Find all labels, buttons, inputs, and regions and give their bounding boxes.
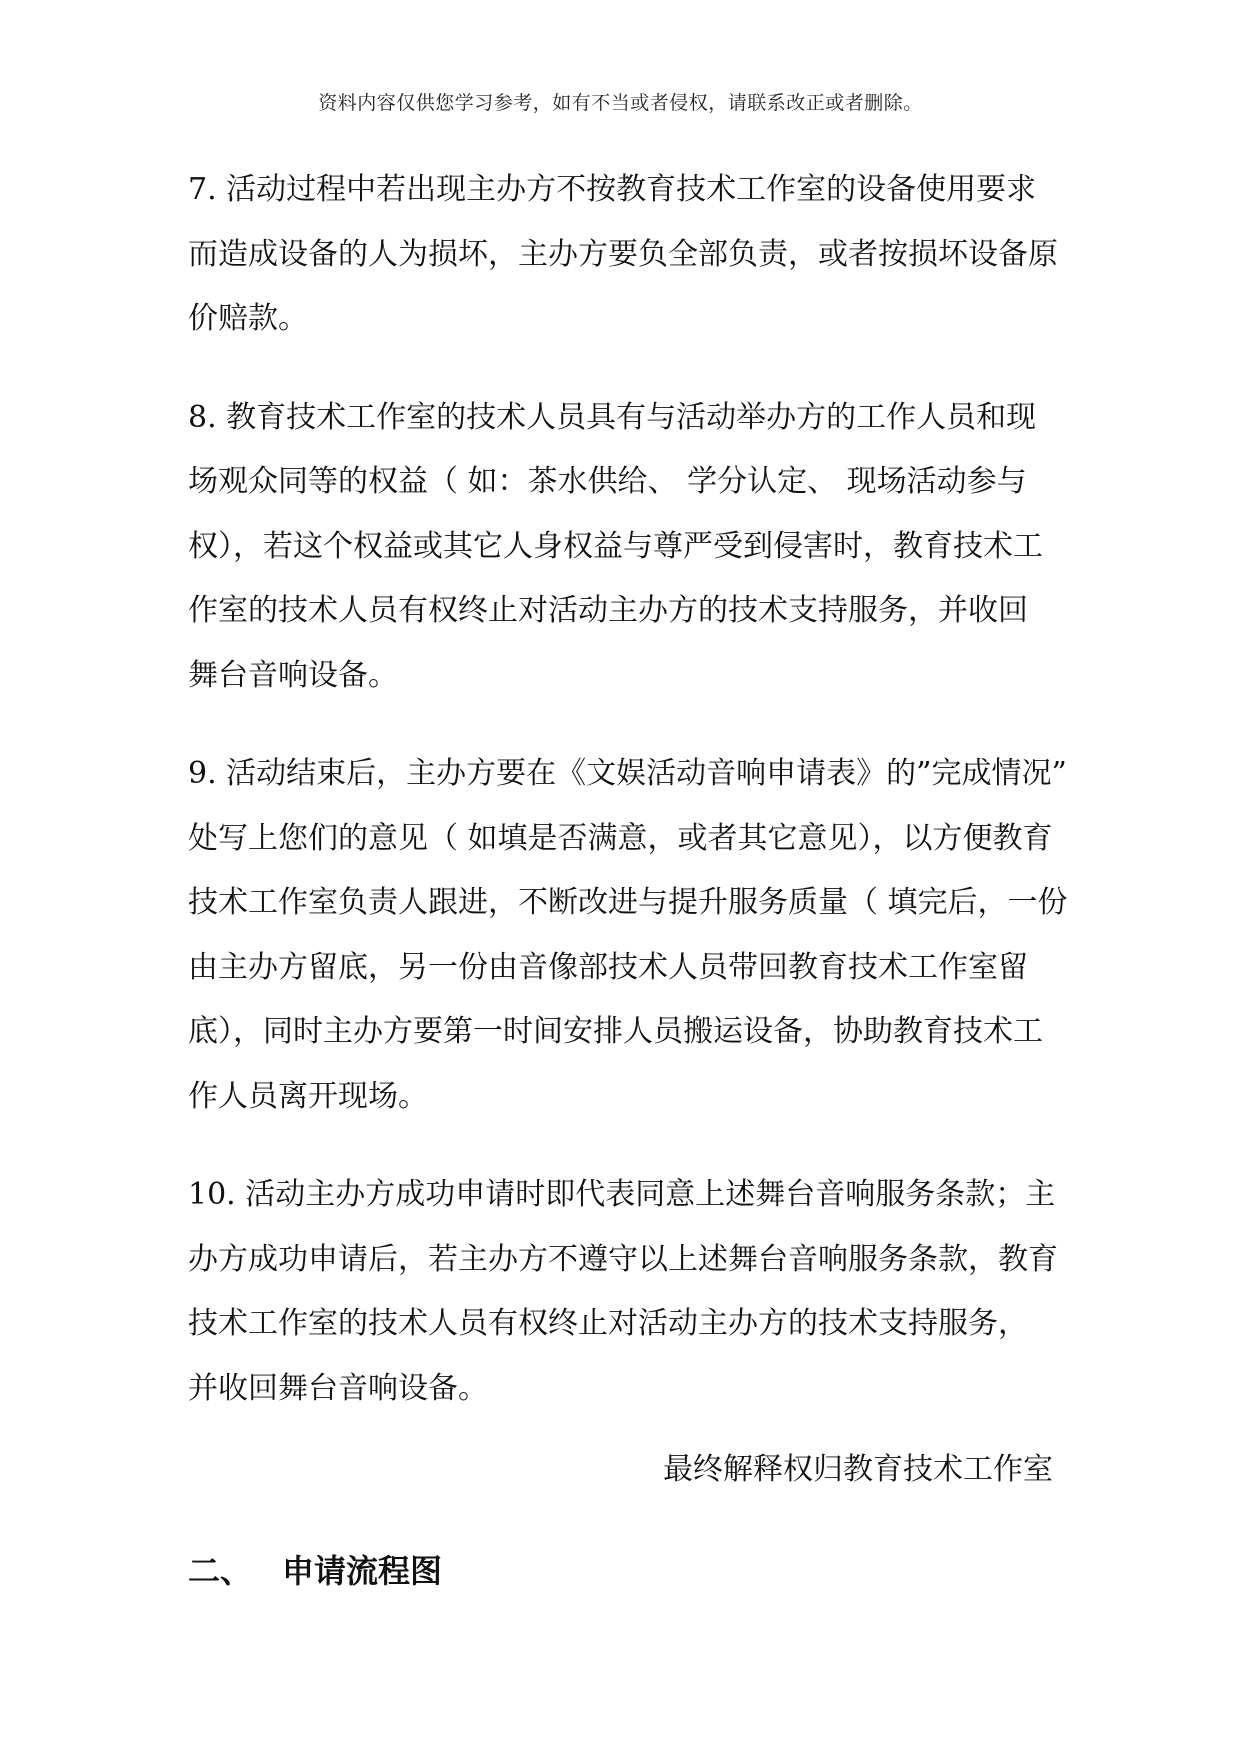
clause-line: 技术工作室的技术人员有权终止对活动主办方的技术支持服务， [188,1306,1028,1341]
clause-10 [188,1163,1068,1421]
clause-line: 并收回舞台音响设备。 [188,1370,488,1406]
clause-line: 而造成设备的人为损坏，主办方要负全部负责，或者按损坏设备原 [188,236,1058,272]
clause-line: 10. 活动主办方成功申请时即代表同意上述舞台音响服务条款；主 [188,1177,1056,1212]
clause-line: 8. 教育技术工作室的技术人员具有与活动举办方的工作人员和现 [188,399,1037,435]
clause-line: 场观众同等的权益（ 如：茶水供给、 学分认定、 现场活动参与 [188,464,1027,499]
section-title: 申请流程图 [282,1552,443,1590]
section-number: 二、 [188,1552,253,1590]
clause-line: 9. 活动结束后，主办方要在《文娱活动音响申请表》的”完成情况” [188,756,1067,791]
clause-line: 作室的技术人员有权终止对活动主办方的技术支持服务，并收回 [188,593,1028,628]
clause-line: 作人员离开现场。 [188,1078,428,1114]
clause-line: 7. 活动过程中若出现主办方不按教育技术工作室的设备使用要求 [188,172,1037,207]
clause-7 [188,158,1068,352]
clause-line: 处写上您们的意见（ 如填是否满意，或者其它意见），以方便教育 [188,820,1053,856]
clause-line: 底），同时主办方要第一时间安排人员搬运设备，协助教育技术工 [188,1014,1043,1049]
clause-line: 办方成功申请后，若主办方不遵守以上述舞台音响服务条款，教育 [188,1241,1058,1277]
clause-line: 价赔款。 [188,301,308,336]
header-disclaimer: 资料内容仅供您学习参考，如有不当或者侵权，请联系改正或者删除。 [318,92,923,114]
clause-line: 舞台音响设备。 [188,657,398,693]
final-interpretation-note: 最终解释权归教育技术工作室 [663,1452,1053,1487]
clause-line: 权），若这个权益或其它人身权益与尊严受到侵害时，教育技术工 [188,528,1043,564]
clause-8 [188,386,1068,709]
terms-content [188,158,1068,1455]
clause-9 [188,742,1068,1129]
clause-line: 由主办方留底，另一份由音像部技术人员带回教育技术工作室留 [188,949,1028,985]
clause-line: 技术工作室负责人跟进，不断改进与提升服务质量（ 填完后，一份 [188,885,1068,920]
section-heading [188,1546,442,1592]
